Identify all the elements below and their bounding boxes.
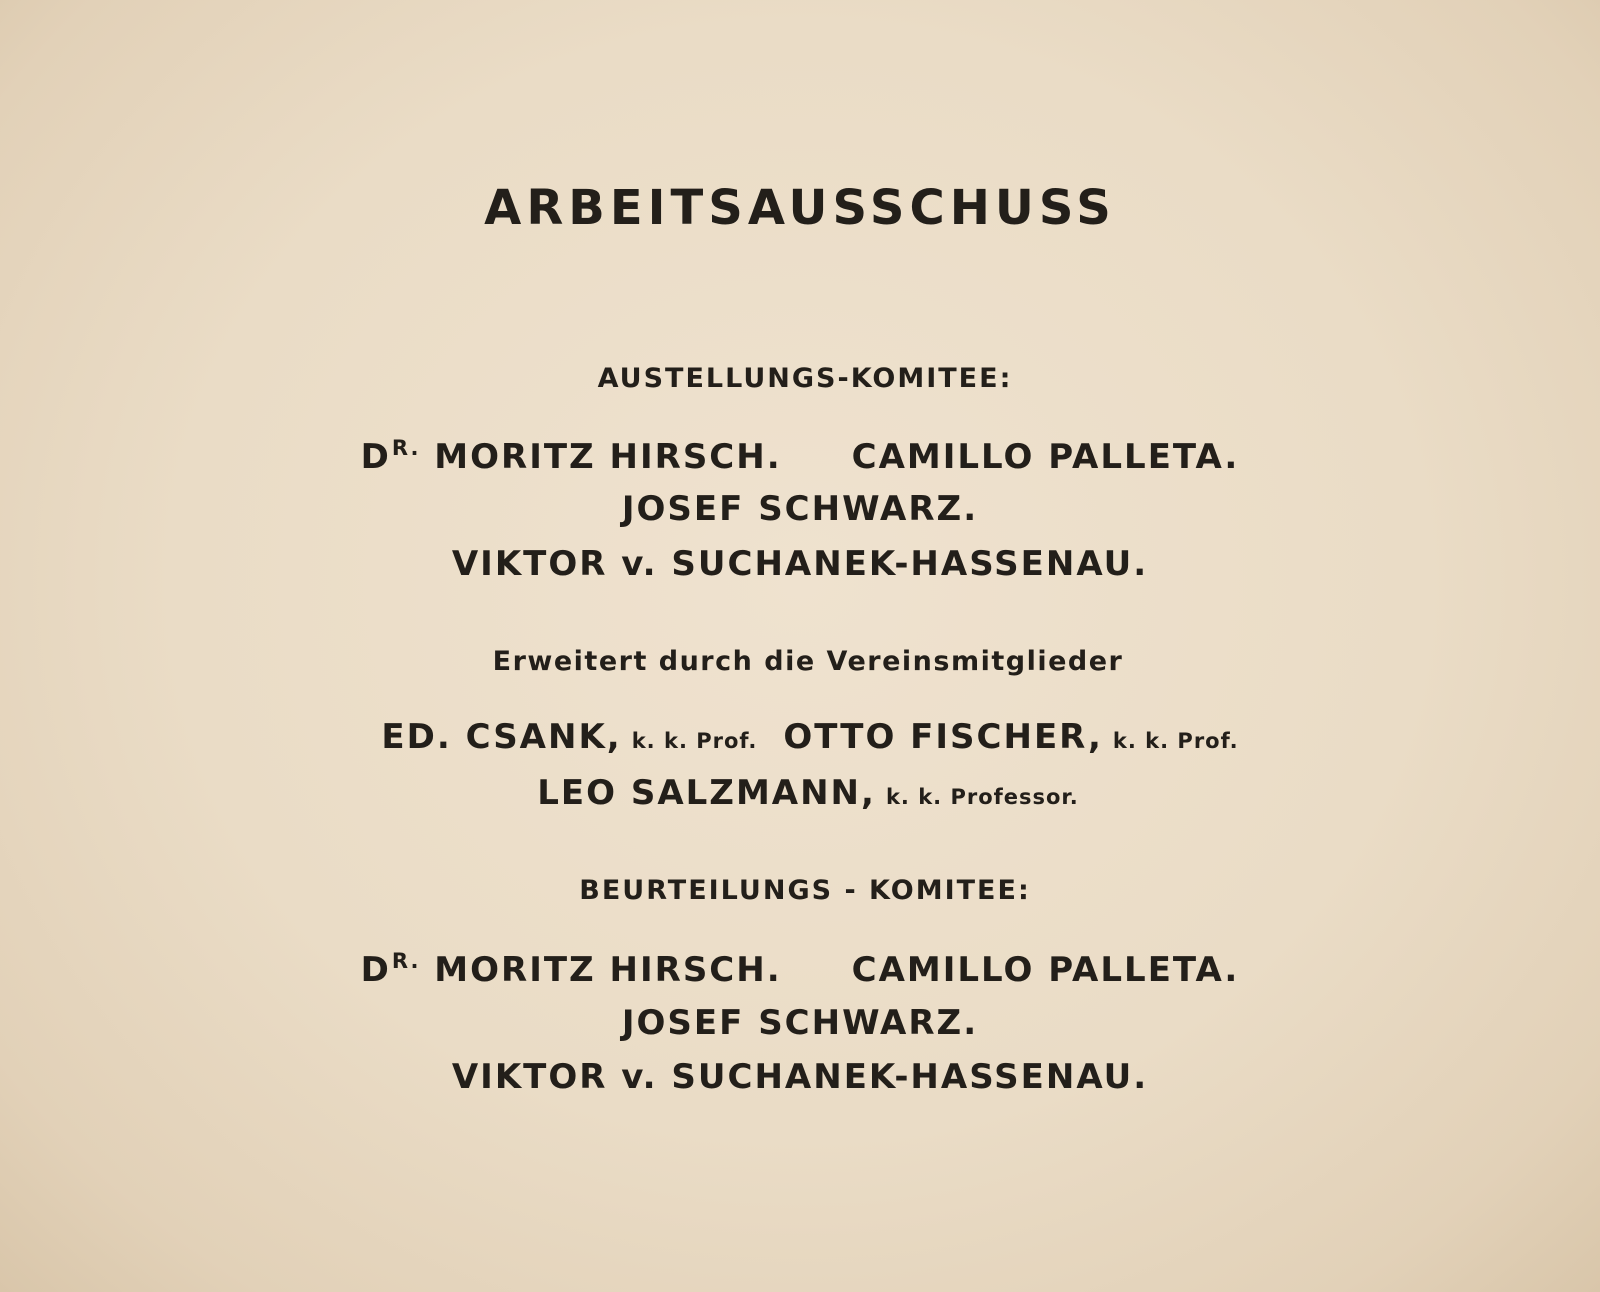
beurteilung-line-3: VIKTOR v. SUCHANEK-HASSENAU. bbox=[451, 1057, 1149, 1097]
member-name: CAMILLO PALLETA. bbox=[851, 437, 1240, 477]
ausstellung-heading: AUSTELLUNGS-KOMITEE: bbox=[597, 363, 1013, 394]
beurteilung-line-1 bbox=[0, 949, 1600, 990]
member-title: k. k. Professor. bbox=[885, 785, 1079, 809]
page-title: ARBEITSAUSSCHUSS bbox=[484, 180, 1116, 236]
member-name: OTTO FISCHER, bbox=[783, 717, 1103, 757]
erweitert-text: Erweitert durch die Vereinsmitglieder bbox=[492, 646, 1124, 677]
dr-superscript: R. bbox=[391, 949, 421, 973]
beurteilung-line-2: JOSEF SCHWARZ. bbox=[621, 1003, 979, 1043]
member-title: k. k. Prof. bbox=[631, 729, 758, 753]
erweitert-line-1 bbox=[10, 717, 1600, 757]
ausstellung-line-3: VIKTOR v. SUCHANEK-HASSENAU. bbox=[451, 544, 1149, 584]
member-name: ED. CSANK, bbox=[381, 717, 622, 757]
beurteilung-heading: BEURTEILUNGS - KOMITEE: bbox=[579, 875, 1031, 906]
member-name: LEO SALZMANN, bbox=[537, 773, 876, 813]
ausstellung-line-2: JOSEF SCHWARZ. bbox=[621, 489, 979, 529]
member-name: CAMILLO PALLETA. bbox=[851, 950, 1240, 990]
member-name: MORITZ HIRSCH. bbox=[434, 437, 782, 477]
dr-prefix: D bbox=[360, 950, 391, 990]
member-name: MORITZ HIRSCH. bbox=[434, 950, 782, 990]
dr-superscript: R. bbox=[391, 436, 421, 460]
member-title: k. k. Prof. bbox=[1112, 729, 1239, 753]
ausstellung-line-1 bbox=[0, 436, 1600, 477]
erweitert-line-2 bbox=[8, 773, 1600, 813]
dr-prefix: D bbox=[360, 437, 391, 477]
